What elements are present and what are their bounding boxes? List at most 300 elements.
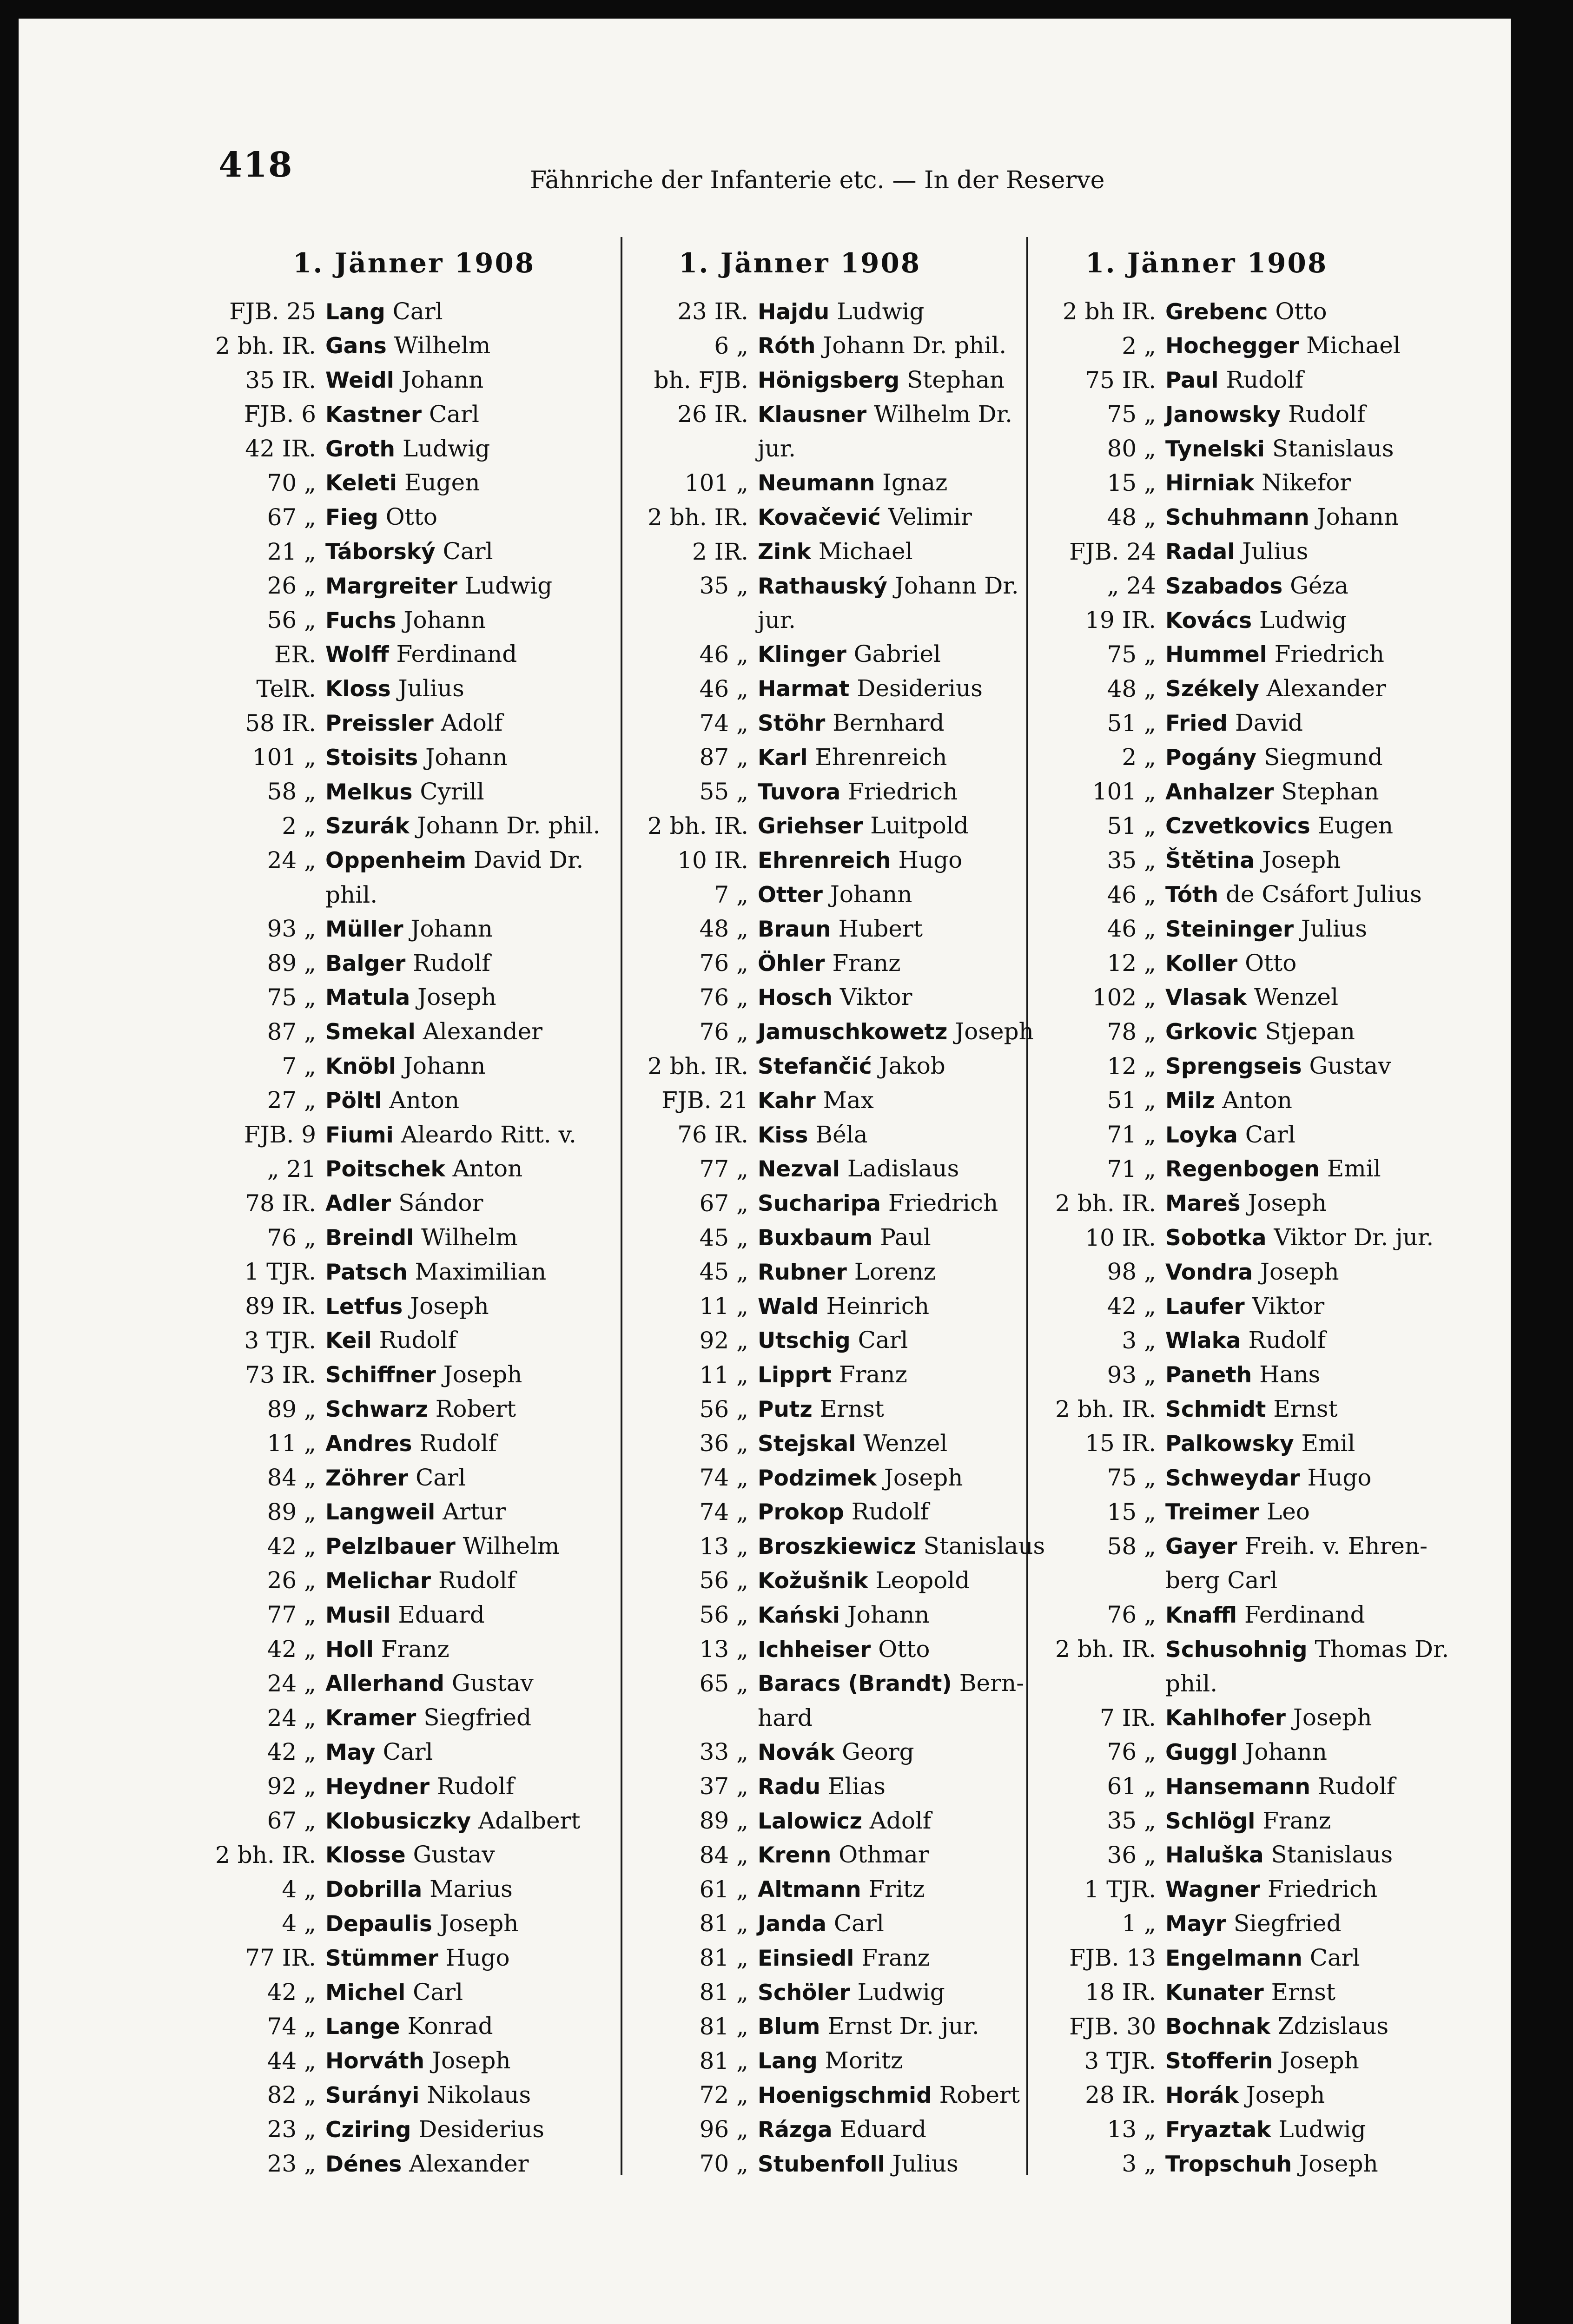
entry-given-names: Johann bbox=[394, 366, 484, 394]
list-item bbox=[1047, 740, 1437, 775]
entry-unit: 87 „ bbox=[699, 744, 748, 771]
entry-unit: 98 „ bbox=[1107, 1258, 1156, 1286]
entry-unit: 3 TJR. bbox=[244, 1327, 316, 1354]
entry-given-names: Carl bbox=[826, 1909, 884, 1937]
entry-given-names: Otto bbox=[1268, 297, 1327, 325]
entry-surname: Sprengseis bbox=[1165, 1054, 1302, 1080]
entry-surname: Broszkiewicz bbox=[758, 1534, 916, 1560]
list-item bbox=[1047, 363, 1437, 398]
entry-given-names: Friedrich bbox=[881, 1189, 998, 1217]
entry-given-names: Ludwig bbox=[1271, 2115, 1366, 2143]
entry-given-names: Joseph bbox=[1238, 2081, 1325, 2108]
entry-given-names: Elias bbox=[820, 1772, 886, 1800]
entry-unit: 51 „ bbox=[1107, 709, 1156, 737]
entry-name bbox=[758, 1495, 929, 1530]
list-item bbox=[207, 397, 597, 432]
entry-name bbox=[758, 1461, 963, 1496]
list-item bbox=[639, 2078, 1030, 2113]
entry-surname: May bbox=[325, 1739, 376, 1765]
list-item bbox=[1047, 1735, 1437, 1769]
entry-given-names: Julius bbox=[885, 2150, 958, 2177]
entry-unit: 11 „ bbox=[699, 1361, 748, 1388]
entry-surname: Kovács bbox=[1165, 607, 1252, 634]
entry-name bbox=[1165, 1392, 1338, 1427]
list-item bbox=[639, 946, 1030, 981]
entry-given-names: Joseph bbox=[947, 1018, 1034, 1045]
list-item bbox=[639, 809, 1030, 844]
entry-surname: Fiumi bbox=[325, 1122, 394, 1148]
entry-name bbox=[758, 2113, 926, 2147]
entry-unit: 42 „ bbox=[267, 1738, 316, 1766]
entry-name bbox=[325, 500, 437, 535]
entry-name bbox=[325, 1975, 463, 2010]
entry-unit: 1 „ bbox=[1122, 1910, 1156, 1937]
entry-given-names: Wilhelm Dr. bbox=[866, 400, 1013, 428]
entry-name bbox=[1165, 1701, 1372, 1736]
entry-unit: 78 IR. bbox=[245, 1189, 316, 1217]
entry-given-names: Rudolf bbox=[1241, 1327, 1326, 1354]
entry-given-names: Siegfried bbox=[1226, 1909, 1342, 1937]
entry-unit: 93 „ bbox=[1107, 1361, 1156, 1388]
list-item bbox=[1047, 1118, 1437, 1152]
entry-given-names: Johann bbox=[1237, 1738, 1327, 1765]
entry-given-names: Rudolf bbox=[430, 1772, 515, 1800]
entry-surname: Kahr bbox=[758, 1088, 816, 1114]
entry-surname: Langweil bbox=[325, 1499, 436, 1525]
list-item bbox=[639, 603, 1030, 638]
entry-given-names: Adolf bbox=[862, 1807, 932, 1834]
entry-unit: 58 „ bbox=[1107, 1532, 1156, 1560]
entry-surname: Otter bbox=[758, 882, 823, 908]
entry-unit: 81 „ bbox=[699, 2013, 748, 2040]
entry-unit: FJB. 25 bbox=[229, 298, 316, 325]
list-item bbox=[207, 1495, 597, 1530]
entry-unit: 76 „ bbox=[1107, 1601, 1156, 1629]
entry-given-names: Stanislaus bbox=[1264, 435, 1394, 462]
entry-unit: 61 „ bbox=[1107, 1773, 1156, 1800]
entry-given-names: Ludwig bbox=[395, 435, 490, 462]
entry-name bbox=[758, 637, 941, 672]
list-item bbox=[207, 2044, 597, 2079]
entry-unit: 42 IR. bbox=[245, 435, 316, 462]
entry-name bbox=[325, 295, 443, 330]
entry-name bbox=[1165, 1907, 1342, 1941]
entry-surname: Kovačević bbox=[758, 505, 881, 531]
entry-given-names: Wilhelm bbox=[414, 1224, 518, 1251]
entry-name bbox=[758, 980, 912, 1015]
entry-name bbox=[758, 1907, 884, 1941]
entry-given-names: Nikefor bbox=[1254, 469, 1351, 496]
list-item bbox=[1047, 1324, 1437, 1358]
entry-given-names: Otto bbox=[871, 1635, 930, 1663]
entry-name bbox=[325, 2044, 511, 2079]
list-item bbox=[207, 1050, 597, 1084]
entry-surname: Harmat bbox=[758, 676, 850, 702]
entry-name bbox=[1165, 1221, 1434, 1255]
entry-given-names: Franz bbox=[832, 1361, 907, 1388]
list-item bbox=[639, 466, 1030, 501]
entry-given-names: Hubert bbox=[831, 915, 923, 942]
entry-unit: 7 „ bbox=[714, 881, 748, 908]
entry-given-names: Johann bbox=[822, 881, 912, 908]
entry-given-names: Wenzel bbox=[1247, 984, 1339, 1011]
entry-name bbox=[1165, 912, 1367, 947]
entry-surname: Oppenheim bbox=[325, 848, 466, 874]
entry-name bbox=[1165, 569, 1348, 604]
list-item bbox=[639, 1598, 1030, 1632]
list-item bbox=[1047, 1358, 1437, 1393]
list-item bbox=[639, 672, 1030, 706]
entry-unit: 46 „ bbox=[699, 675, 748, 702]
entry-given-names: Joseph bbox=[410, 984, 496, 1011]
entry-unit: 92 „ bbox=[267, 1773, 316, 1800]
entry-name bbox=[1165, 2113, 1366, 2147]
entry-surname: Szurák bbox=[325, 813, 410, 839]
entry-unit: 76 IR. bbox=[677, 1121, 748, 1149]
entry-surname: Pöltl bbox=[325, 1088, 382, 1114]
list-item bbox=[639, 740, 1030, 775]
entry-surname: Knaffl bbox=[1165, 1602, 1237, 1628]
entry-name bbox=[325, 603, 486, 638]
entry-surname: Kožušnik bbox=[758, 1568, 868, 1594]
entry-given-names: Nikolaus bbox=[419, 2081, 531, 2108]
list-item bbox=[207, 1598, 597, 1632]
entry-continuation: phil. bbox=[1165, 1670, 1218, 1697]
entry-given-names: Michael bbox=[1299, 332, 1401, 359]
entry-surname: Stefančić bbox=[758, 1054, 872, 1080]
entry-unit: 13 „ bbox=[699, 1636, 748, 1663]
list-item bbox=[1047, 1495, 1437, 1530]
entry-name bbox=[758, 809, 969, 844]
list-item bbox=[207, 466, 597, 501]
list-item bbox=[207, 1530, 597, 1564]
entry-given-names: Heinrich bbox=[819, 1292, 930, 1320]
entry-name bbox=[758, 1564, 970, 1598]
entry-surname: Matula bbox=[325, 985, 410, 1011]
entry-name bbox=[1165, 809, 1393, 844]
entry-name bbox=[325, 1323, 456, 1358]
entry-unit: 3 TJR. bbox=[1084, 2047, 1156, 2074]
entry-unit: 70 „ bbox=[267, 469, 316, 496]
entry-name bbox=[325, 912, 493, 947]
entry-surname: Holl bbox=[325, 1637, 374, 1663]
entry-given-names: Stanislaus bbox=[1263, 1841, 1393, 1868]
entry-name bbox=[758, 843, 962, 878]
entry-given-names: Bernhard bbox=[825, 709, 945, 737]
entry-surname: Palkowsky bbox=[1165, 1431, 1294, 1457]
entry-unit: 26 „ bbox=[267, 1567, 316, 1594]
entry-given-names: Viktor Dr. jur. bbox=[1266, 1224, 1434, 1251]
entry-given-names: Joseph bbox=[1240, 1189, 1327, 1217]
entry-given-names: Alexander bbox=[402, 2150, 529, 2177]
entry-surname: Haluška bbox=[1165, 1842, 1264, 1868]
entry-name bbox=[758, 2147, 958, 2182]
entry-given-names: Friedrich bbox=[1260, 1875, 1378, 1903]
entry-surname: Fryaztak bbox=[1165, 2117, 1271, 2143]
list-item bbox=[1047, 1221, 1437, 1255]
entry-unit: 2 bh. IR. bbox=[1055, 1395, 1156, 1423]
entry-unit: 36 „ bbox=[699, 1430, 748, 1457]
list-item bbox=[207, 1873, 597, 1907]
entry-given-names: Konrad bbox=[400, 2013, 493, 2040]
entry-unit: 45 „ bbox=[699, 1224, 748, 1251]
entry-unit: 76 „ bbox=[267, 1224, 316, 1251]
entry-unit: 48 „ bbox=[1107, 675, 1156, 702]
entry-given-names: Eduard bbox=[390, 1601, 485, 1628]
entry-given-names: Johann Dr. phil. bbox=[409, 812, 601, 839]
entry-unit: 15 „ bbox=[1107, 469, 1156, 496]
list-item bbox=[639, 432, 1030, 466]
entry-name bbox=[758, 1598, 929, 1633]
list-item bbox=[1047, 1701, 1437, 1736]
entry-unit: 48 „ bbox=[699, 915, 748, 943]
list-item bbox=[207, 535, 597, 569]
list-item bbox=[1047, 1152, 1437, 1187]
entry-given-names: Ernst bbox=[1266, 1395, 1338, 1422]
entry-unit: FJB. 9 bbox=[244, 1121, 316, 1149]
list-item bbox=[207, 603, 597, 638]
entry-name bbox=[758, 740, 947, 775]
entry-surname: Stejskal bbox=[758, 1431, 856, 1457]
list-item bbox=[639, 1769, 1030, 1804]
entry-surname: Wagner bbox=[1165, 1877, 1261, 1903]
list-item bbox=[207, 1564, 597, 1598]
entry-unit: 89 „ bbox=[267, 1498, 316, 1525]
entry-surname: Adler bbox=[325, 1191, 391, 1217]
list-item bbox=[639, 2113, 1030, 2147]
entry-unit: 23 „ bbox=[267, 2116, 316, 2143]
entry-name bbox=[325, 1083, 459, 1118]
entry-surname: Zink bbox=[758, 539, 811, 565]
list-item bbox=[1047, 569, 1437, 603]
entry-name bbox=[325, 637, 517, 672]
entry-unit: FJB. 30 bbox=[1069, 2013, 1156, 2040]
entry-surname: Kunater bbox=[1165, 1980, 1264, 2006]
entry-surname: Patsch bbox=[325, 1259, 408, 1285]
entry-surname: Stofferin bbox=[1165, 2048, 1273, 2074]
list-item bbox=[207, 1461, 597, 1495]
entry-name bbox=[758, 397, 1012, 432]
entry-surname: Czvetkovics bbox=[1165, 813, 1310, 839]
entry-unit: 71 „ bbox=[1107, 1121, 1156, 1149]
entry-given-names: Carl bbox=[1302, 1944, 1360, 1971]
entry-given-names: Anton bbox=[382, 1086, 460, 1114]
entry-given-names: Emil bbox=[1294, 1429, 1355, 1457]
entry-unit: „ 21 bbox=[267, 1155, 316, 1182]
list-item bbox=[207, 1221, 597, 1255]
entry-unit: 65 „ bbox=[699, 1670, 748, 1697]
entry-name bbox=[1165, 980, 1338, 1015]
entry-name bbox=[325, 1872, 513, 1907]
entry-given-names: Johann bbox=[396, 1052, 486, 1080]
entry-given-names: Franz bbox=[825, 949, 901, 977]
list-item bbox=[639, 1118, 1030, 1152]
entry-unit: 13 „ bbox=[699, 1532, 748, 1560]
entry-surname: Vondra bbox=[1165, 1259, 1253, 1285]
entry-given-names: Ernst bbox=[812, 1395, 884, 1422]
entry-given-names: Otto bbox=[1237, 949, 1297, 977]
entry-surname: Zöhrer bbox=[325, 1465, 409, 1491]
entry-name bbox=[1165, 1529, 1428, 1564]
list-item bbox=[207, 569, 597, 603]
entry-given-names: Stanislaus bbox=[916, 1532, 1045, 1560]
entry-surname: Fuchs bbox=[325, 607, 397, 634]
entry-name bbox=[325, 775, 484, 810]
entry-unit: 71 „ bbox=[1107, 1155, 1156, 1182]
entry-name bbox=[325, 1529, 559, 1564]
entry-unit: 92 „ bbox=[699, 1327, 748, 1354]
entry-continuation: hard bbox=[758, 1704, 813, 1731]
entry-given-names: Ludwig bbox=[829, 297, 925, 325]
entry-given-names: Joseph bbox=[876, 1464, 963, 1491]
document-page bbox=[19, 19, 1511, 2324]
entry-name bbox=[1165, 1598, 1365, 1633]
entry-name bbox=[325, 466, 480, 501]
entry-given-names: Robert bbox=[932, 2081, 1020, 2108]
entry-surname: Mareš bbox=[1165, 1191, 1241, 1217]
entry-given-names: Cyrill bbox=[412, 778, 484, 805]
entry-given-names: Johann bbox=[396, 606, 486, 634]
entry-unit: 77 IR. bbox=[245, 1944, 316, 1972]
entry-name bbox=[758, 946, 900, 981]
entry-name bbox=[1165, 706, 1303, 741]
entry-name bbox=[325, 980, 496, 1015]
entry-unit: 26 IR. bbox=[677, 401, 748, 428]
entry-surname: Kastner bbox=[325, 402, 422, 428]
list-item bbox=[207, 946, 597, 981]
list-item bbox=[1047, 1564, 1437, 1598]
list-item bbox=[207, 1701, 597, 1736]
list-item bbox=[1047, 501, 1437, 535]
page-number: 418 bbox=[218, 145, 293, 185]
entry-surname: Tóth bbox=[1165, 882, 1219, 908]
entry-given-names: Wilhelm bbox=[455, 1532, 560, 1560]
list-item bbox=[1047, 1393, 1437, 1427]
list-item bbox=[207, 2113, 597, 2147]
entry-surname: Tuvora bbox=[758, 779, 841, 805]
entry-surname: Klausner bbox=[758, 402, 867, 428]
entry-name bbox=[758, 466, 947, 501]
entry-given-names: Siegmund bbox=[1256, 743, 1383, 771]
entry-unit: 74 „ bbox=[267, 2013, 316, 2040]
entry-unit: 96 „ bbox=[699, 2116, 748, 2143]
list-item bbox=[207, 295, 597, 329]
entry-name bbox=[1165, 1323, 1326, 1358]
entry-surname: Mayr bbox=[1165, 1911, 1226, 1937]
entry-name bbox=[325, 1289, 489, 1324]
entry-name bbox=[1165, 603, 1347, 638]
list-item bbox=[207, 1118, 597, 1152]
entry-name bbox=[758, 912, 923, 947]
entry-surname: Schöler bbox=[758, 1980, 850, 2006]
entry-given-names: Rudolf bbox=[412, 1429, 497, 1457]
entry-surname: Neumann bbox=[758, 470, 875, 496]
entry-given-names: Julius bbox=[390, 675, 464, 702]
list-item bbox=[639, 706, 1030, 741]
list-item bbox=[639, 1530, 1045, 1564]
list-item bbox=[207, 1393, 597, 1427]
list-item bbox=[639, 1221, 1030, 1255]
entry-surname: Prokop bbox=[758, 1499, 844, 1525]
entry-given-names: Stephan bbox=[899, 366, 1005, 394]
list-item bbox=[639, 638, 1030, 672]
entry-unit: 2 bh. IR. bbox=[648, 503, 748, 531]
entry-unit: 73 IR. bbox=[245, 1361, 316, 1388]
entry-surname: Heydner bbox=[325, 1774, 430, 1800]
entry-name bbox=[325, 1186, 483, 1221]
list-item bbox=[1047, 981, 1437, 1015]
entry-given-names: Gustav bbox=[1302, 1052, 1391, 1080]
entry-surname: Lange bbox=[325, 2014, 400, 2040]
list-item bbox=[207, 1975, 597, 2010]
list-item bbox=[207, 2010, 597, 2044]
entry-given-names: Adalbert bbox=[471, 1807, 581, 1834]
entry-unit: 46 „ bbox=[1107, 915, 1156, 943]
list-item bbox=[1047, 2078, 1437, 2113]
entry-surname: Müller bbox=[325, 916, 403, 942]
list-item bbox=[1047, 432, 1437, 466]
entry-unit: 76 „ bbox=[699, 1018, 748, 1045]
entry-given-names: Rudolf bbox=[405, 949, 490, 977]
list-item bbox=[639, 535, 1030, 569]
entry-unit: 67 „ bbox=[699, 1189, 748, 1217]
entry-name bbox=[1165, 1083, 1292, 1118]
entry-name bbox=[1165, 397, 1366, 432]
list-item bbox=[1047, 878, 1437, 912]
entry-surname: Braun bbox=[758, 916, 831, 942]
entry-name bbox=[1165, 946, 1296, 981]
list-item bbox=[639, 1975, 1030, 2010]
entry-given-names: Joseph bbox=[1253, 1258, 1339, 1285]
entry-name bbox=[325, 1701, 531, 1736]
list-item bbox=[207, 912, 597, 946]
entry-unit: 2 bh. IR. bbox=[1055, 1636, 1156, 1663]
entry-name bbox=[758, 1838, 929, 1873]
list-item bbox=[207, 1941, 597, 1975]
entry-given-names: Joseph bbox=[1273, 2047, 1359, 2074]
entry-given-names: Johann bbox=[418, 743, 508, 771]
list-item bbox=[1047, 1050, 1437, 1084]
list-item bbox=[207, 1632, 597, 1667]
entry-unit: 28 IR. bbox=[1085, 2081, 1156, 2109]
entry-given-names: Hugo bbox=[891, 846, 963, 874]
entry-unit: „ 24 bbox=[1107, 572, 1156, 600]
entry-surname: Hoenigschmid bbox=[758, 2082, 932, 2108]
entry-surname: Gans bbox=[325, 333, 387, 359]
entry-unit: 2 bh. IR. bbox=[215, 332, 316, 359]
entry-surname: Keil bbox=[325, 1328, 372, 1354]
entry-name bbox=[1165, 1975, 1335, 2010]
entry-unit: 75 „ bbox=[1107, 401, 1156, 428]
entry-name bbox=[758, 1735, 914, 1770]
list-item bbox=[207, 1187, 597, 1221]
entry-surname: Putz bbox=[758, 1397, 813, 1422]
entry-name bbox=[758, 1323, 908, 1358]
entry-name bbox=[758, 1221, 931, 1255]
entry-name bbox=[758, 1152, 959, 1187]
entry-surname: Melichar bbox=[325, 1568, 431, 1594]
entry-unit: 7 „ bbox=[282, 1052, 316, 1080]
entry-name bbox=[758, 1941, 930, 1976]
entry-surname: Buxbaum bbox=[758, 1225, 873, 1251]
entry-surname: Surányi bbox=[325, 2082, 420, 2108]
entry-name bbox=[325, 1769, 514, 1804]
entry-unit: 74 „ bbox=[699, 1498, 748, 1525]
list-item bbox=[1047, 1426, 1437, 1461]
entry-name bbox=[758, 878, 912, 912]
entry-surname: Janda bbox=[758, 1911, 827, 1937]
list-item bbox=[207, 2078, 597, 2113]
